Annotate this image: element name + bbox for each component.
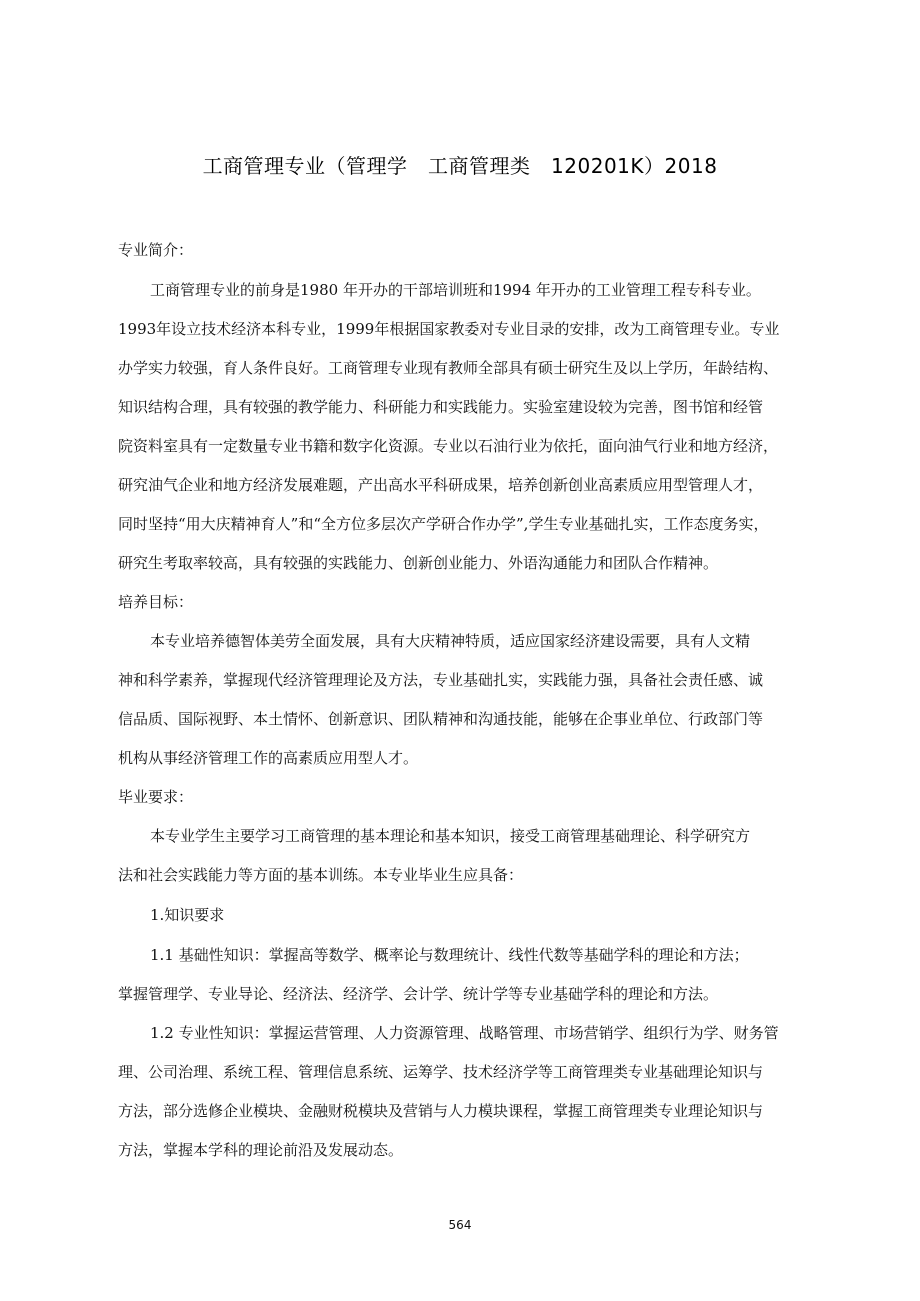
paragraph-line: 方法，部分选修企业模块、金融财税模块及营销与人力模块课程，掌握工商管理类专业理论知识与: [118, 1102, 764, 1120]
paragraph-line: 理、公司治理、系统工程、管理信息系统、运筹学、技术经济学等工商管理类专业基础理论知识与: [118, 1063, 764, 1081]
paragraph-line: 办学实力较强，育人条件良好。工商管理专业现有教师全部具有硕士研究生及以上学历，年龄结构、: [118, 359, 779, 377]
page-number: 564: [448, 1218, 472, 1232]
section-heading-goals: 培养目标：: [118, 593, 194, 611]
paragraph-line: 本专业培养德智体美劳全面发展，具有大庆精神特质，适应国家经济建设需要，具有人文精: [150, 632, 751, 650]
paragraph-line: 1993年设立技术经济本科专业，1999年根据国家教委对专业目录的安排，改为工商管理专业。专业: [118, 320, 780, 338]
paragraph-line: 研究生考取率较高，具有较强的实践能力、创新创业能力、外语沟通能力和团队合作精神。: [118, 554, 719, 572]
subsection-heading-knowledge: 1.知识要求: [150, 906, 225, 924]
paragraph-line: 研究油气企业和地方经济发展难题，产出高水平科研成果，培养创新创业高素质应用型管理人才，: [118, 476, 764, 494]
paragraph-line: 知识结构合理，具有较强的教学能力、科研能力和实践能力。实验室建设较为完善，图书馆和经管: [118, 398, 764, 416]
paragraph-line: 院资料室具有一定数量专业书籍和数字化资源。专业以石油行业为依托，面向油气行业和地方经济，: [118, 437, 779, 455]
paragraph-line: 法和社会实践能力等方面的基本训练。本专业毕业生应具备：: [118, 866, 524, 884]
section-heading-intro: 专业简介：: [118, 241, 194, 259]
paragraph-line: 机构从事经济管理工作的高素质应用型人才。: [118, 749, 419, 767]
paragraph-line: 本专业学生主要学习工商管理的基本理论和基本知识，接受工商管理基础理论、科学研究方: [150, 827, 751, 845]
paragraph-line: 同时坚持“用大庆精神育人”和“全方位多层次产学研合作办学”,学生专业基础扎实，工作态度务实，: [118, 515, 769, 533]
document-title: 工商管理专业（管理学 工商管理类 120201K）2018: [202, 154, 718, 178]
paragraph-line: 1.2 专业性知识：掌握运营管理、人力资源管理、战略管理、市场营销学、组织行为学、财务管: [150, 1024, 779, 1042]
paragraph-line: 工商管理专业的前身是1980 年开办的干部培训班和1994 年开办的工业管理工程专科专业。: [150, 281, 761, 299]
paragraph-line: 信品质、国际视野、本土情怀、创新意识、团队精神和沟通技能，能够在企事业单位、行政部门等: [118, 710, 764, 728]
section-heading-requirements: 毕业要求：: [118, 788, 194, 806]
paragraph-line: 1.1 基础性知识：掌握高等数学、概率论与数理统计、线性代数等基础学科的理论和方法；: [150, 946, 749, 964]
paragraph-line: 方法，掌握本学科的理论前沿及发展动态。: [118, 1141, 404, 1159]
paragraph-line: 掌握管理学、专业导论、经济法、经济学、会计学、统计学等专业基础学科的理论和方法。: [118, 985, 719, 1003]
paragraph-line: 神和科学素养，掌握现代经济管理理论及方法，专业基础扎实，实践能力强，具备社会责任感、诚: [118, 671, 764, 689]
